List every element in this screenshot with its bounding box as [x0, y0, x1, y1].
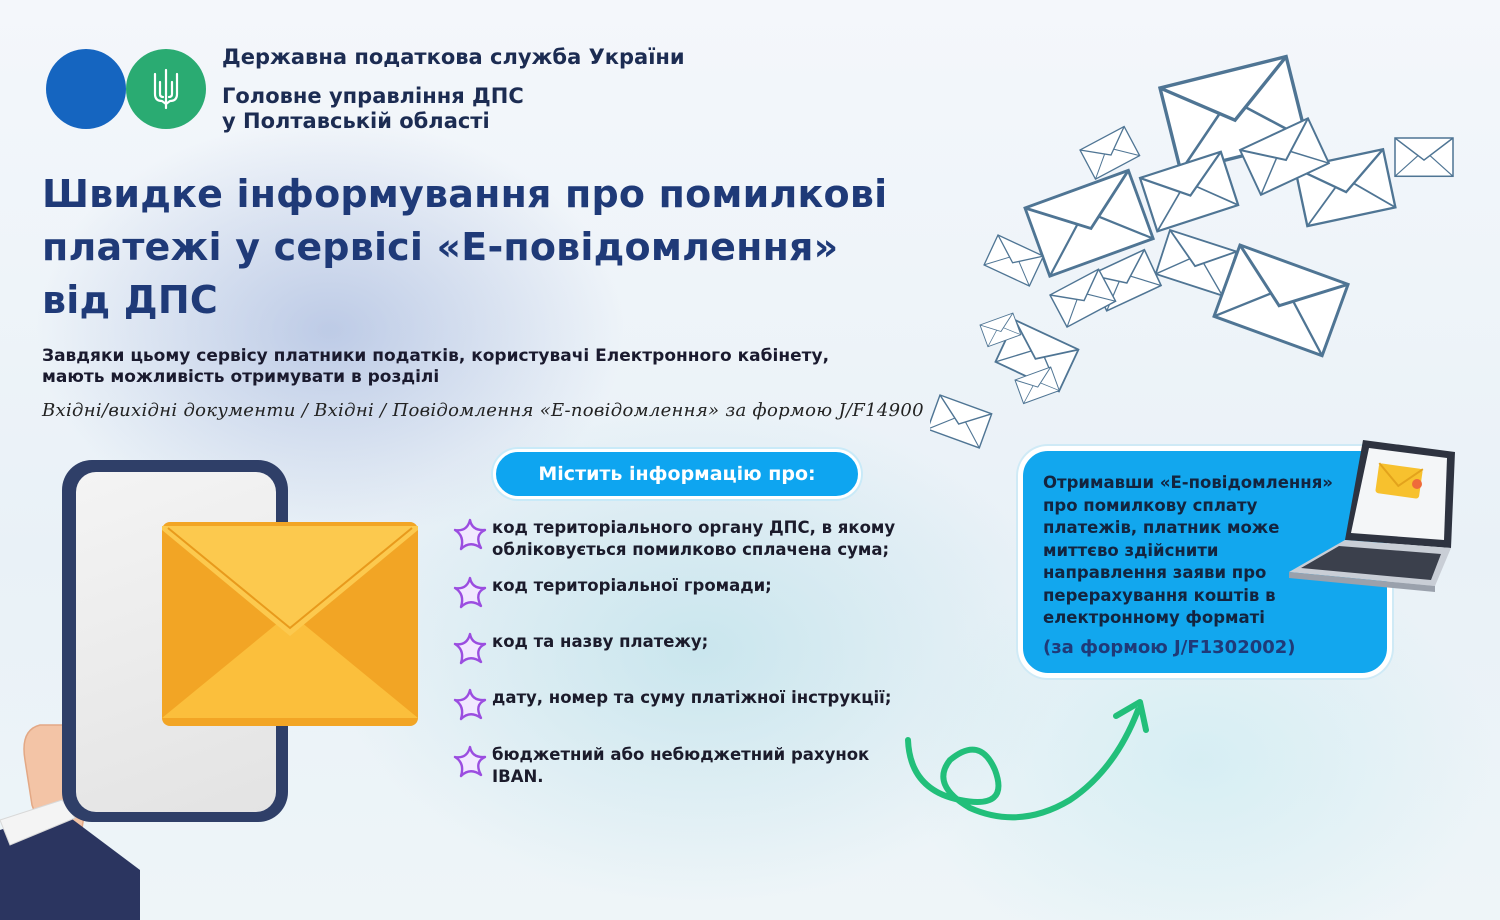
star-bullet-icon [452, 631, 488, 667]
logo-blue-circle [46, 49, 126, 129]
contains-info-label: Містить інформацію про: [493, 449, 861, 499]
list-item-line: бюджетний або небюджетний рахунок [492, 745, 870, 764]
list-item-line: дату, номер та суму платіжної інструкції; [492, 688, 892, 707]
list-item-line: код та назву платежу; [492, 632, 709, 651]
title-line-2: платежі у сервісі «Е-повідомлення» [42, 225, 839, 269]
page-title [42, 168, 1002, 327]
envelope-icon [1140, 152, 1238, 232]
department-line-2: у Полтавській області [222, 109, 490, 133]
intro-line-2: мають можливість отримувати в розділі [42, 367, 440, 387]
card-line: про помилкову сплату [1043, 495, 1258, 515]
intro-line-1: Завдяки цьому сервісу платники податків, користувачі Електронного кабінету, [42, 346, 830, 366]
envelope-icon [984, 235, 1043, 286]
laptop-icon [1285, 436, 1465, 596]
intro-text [42, 346, 862, 388]
card-line: перерахування коштів в [1043, 585, 1276, 605]
star-bullet-icon [452, 517, 488, 553]
title-line-3: від ДПС [42, 278, 218, 322]
logo-green-circle [126, 49, 206, 129]
card-line: направлення заяви про [1043, 563, 1267, 582]
card-line: миттєво здійснити [1043, 540, 1219, 560]
card-line: електронному форматі [1043, 608, 1265, 627]
envelope-icon [1214, 245, 1348, 356]
star-bullet-icon [452, 687, 488, 723]
form-code: (за формою J/F1302002) [1043, 637, 1296, 658]
card-line: платежів, платник може [1043, 518, 1280, 537]
list-item-line: обліковується помилково сплачена сума; [492, 540, 890, 559]
curved-arrow-icon [900, 690, 1160, 830]
envelope-icon [160, 518, 422, 730]
org-name: Державна податкова служба України [222, 45, 685, 69]
envelope-icon [930, 395, 992, 448]
star-bullet-icon [452, 744, 488, 780]
envelope-icon [1395, 138, 1453, 176]
document-path: Вхідні/вихідні документи / Вхідні / Повідомлення «Е-повідомлення» за формою J/F14900 [42, 400, 924, 421]
list-item-line: код територіального органу ДПС, в якому [492, 518, 896, 537]
card-line: Отримавши «Е-повідомлення» [1043, 473, 1333, 492]
title-line-1: Швидке інформування про помилкові [42, 172, 888, 216]
list-item-line: IBAN. [492, 767, 544, 786]
flying-envelopes-illustration [930, 50, 1470, 460]
list-item-line: код територіальної громади; [492, 576, 772, 595]
department-name [222, 84, 562, 134]
envelope-icon [1080, 127, 1140, 180]
star-bullet-icon [452, 575, 488, 611]
trident-icon [151, 68, 181, 110]
department-line-1: Головне управління ДПС [222, 84, 524, 108]
